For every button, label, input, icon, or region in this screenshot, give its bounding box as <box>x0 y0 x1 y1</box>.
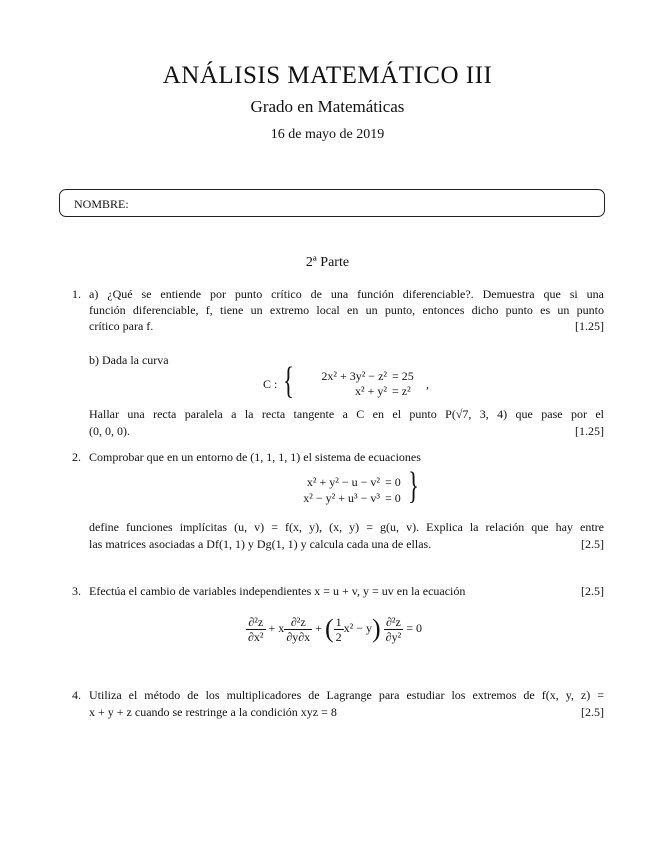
part-label: 2ª Parte <box>305 255 350 270</box>
curve-eq1-rhs: = 25 <box>392 369 414 383</box>
left-brace: { <box>283 360 294 402</box>
question-1a-line: crítico para f. <box>89 319 154 333</box>
question-1b-line: (0, 0, 0). <box>89 424 130 438</box>
question-4-number: 4. <box>72 688 81 702</box>
question-3-number: 3. <box>72 584 81 598</box>
question-2-mark: [2.5] <box>581 537 604 551</box>
question-4-line: x + y + z cuando se restringe a la condición xyz = 8 <box>89 705 337 719</box>
question-3-mark: [2.5] <box>581 584 604 598</box>
name-field[interactable] <box>59 189 605 217</box>
curve-eq2-rhs: = z² <box>392 384 411 398</box>
question-1a-line: a) ¿Qué se entiende por punto crítico de una función diferenciable?. Demuestra que si una <box>89 287 604 301</box>
question-2-line: las matrices asociadas a Df(1, 1) y Dg(1, 1) y calcula cada una de ellas. <box>89 537 432 551</box>
system-eq2-rhs: = 0 <box>385 491 401 505</box>
question-1b-intro: b) Dada la curva <box>89 353 169 367</box>
question-4-line: Utiliza el método de los multiplicadores de Lagrange para estudiar los extremos de f(x, y, z) = <box>89 688 604 702</box>
exam-title: ANÁLISIS MATEMÁTICO III <box>162 62 493 89</box>
question-4-mark: [2.5] <box>581 705 604 719</box>
left-paren: ( <box>324 614 334 643</box>
curve-eq1-lhs: 2x² + 3y² − z² <box>321 369 387 383</box>
question-2-intro: Comprobar que en un entorno de (1, 1, 1, 1) el sistema de ecuaciones <box>89 450 421 464</box>
name-field-label: NOMBRE: <box>74 197 129 211</box>
system-eq2-lhs: x² − y² + u³ − v³ <box>303 491 380 505</box>
pde-term-3: $\frac{\text{∂²z}}{\text{∂y²}}$ <box>385 614 402 644</box>
curve-eq2-lhs: x² + y² <box>355 384 387 398</box>
right-brace: } <box>408 465 419 507</box>
curve-eq-comma: , <box>426 377 429 391</box>
exam-subtitle: Grado en Matemáticas <box>250 97 405 116</box>
system-eq1-lhs: x² + y² − u − v² <box>306 475 380 489</box>
pde-half: $\frac{1}{2}$ <box>335 614 342 644</box>
question-2-number: 2. <box>72 450 81 464</box>
pde-term-2: $\frac{\text{∂²z}}{\partial y\partial x}$ <box>286 614 311 644</box>
pde-term-1: $\frac{\text{∂²z}}{\text{∂x²}}$ <box>248 614 264 644</box>
question-2-line: define funciones implícitas (u, v) = f(x, y), (x, y) = g(u, v). Explica la relación que hay entre <box>89 520 604 534</box>
curve-label: C : <box>263 377 278 391</box>
question-1b-mark: [1.25] <box>575 424 604 438</box>
right-paren: ) <box>372 614 381 643</box>
question-3-line: Efectúa el cambio de variables independientes x = u + v, y = uv en la ecuación <box>89 584 466 598</box>
pde-equation: $\frac{\text{∂²z}}{\text{∂x²}}$ + x $\frac{\text{∂²z}}{\partial y\partial x}$ + ( $\frac{1}{2}$ x² − y) $\frac{\text{∂²z}}{\text{∂y²}}$ = 0 <box>248 614 422 644</box>
system-eq1-rhs: = 0 <box>385 475 401 489</box>
question-1-number: 1. <box>72 287 81 301</box>
question-1b-line: Hallar una recta paralela a la recta tangente a C en el punto P(√7, 3, 4) que pase por el <box>89 407 604 421</box>
question-1a-mark: [1.25] <box>575 319 604 333</box>
exam-date: 16 de mayo de 2019 <box>270 127 385 142</box>
question-1a-line: función diferenciable, f, tiene un extremo local en un punto, entonces dicho punto es un punto <box>89 303 604 317</box>
